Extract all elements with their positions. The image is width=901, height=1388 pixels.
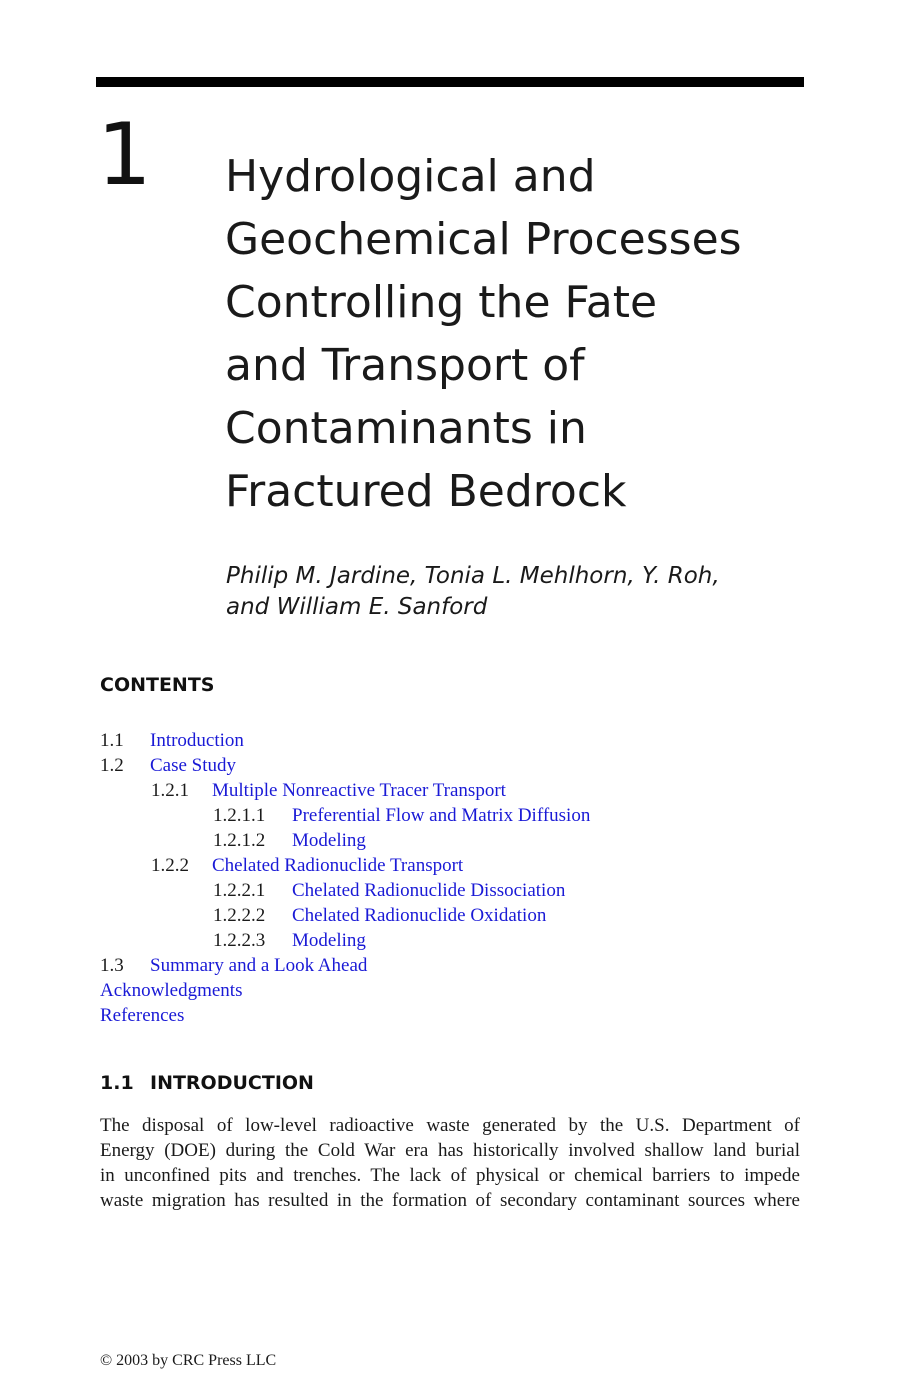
contents-heading: CONTENTS: [100, 674, 215, 696]
paragraph-line: The disposal of low-level radioactive waste generated by the U.S. Department of: [100, 1115, 800, 1136]
toc-link-modeling-2[interactable]: Modeling: [292, 930, 366, 951]
toc-number: 1.1: [100, 730, 124, 751]
toc-number: 1.2.2.3: [213, 930, 266, 951]
toc-link-chelated-dissociation[interactable]: Chelated Radionuclide Dissociation: [292, 880, 566, 901]
introduction-paragraph: [100, 1113, 800, 1213]
toc-link-nonreactive-tracer[interactable]: Multiple Nonreactive Tracer Transport: [212, 780, 506, 801]
chapter-title: [225, 145, 825, 523]
section-number: 1.1: [100, 1072, 134, 1094]
toc-number: 1.2.2: [151, 855, 189, 876]
toc-link-chelated-oxidation[interactable]: Chelated Radionuclide Oxidation: [292, 905, 547, 926]
authors-line: and William E. Sanford: [226, 594, 488, 620]
paragraph-line: waste migration has resulted in the formation of secondary contaminant sources where: [100, 1190, 800, 1211]
toc-number: 1.2.2.2: [213, 905, 266, 926]
paragraph-line: Energy (DOE) during the Cold War era has historically involved shallow land burial: [100, 1140, 800, 1161]
authors-line: Philip M. Jardine, Tonia L. Mehlhorn, Y. Roh,: [226, 563, 720, 589]
paragraph-line: in unconfined pits and trenches. The lack of physical or chemical barriers to impede: [100, 1165, 800, 1186]
chapter-title-line: Fractured Bedrock: [225, 466, 627, 517]
chapter-number: 1: [97, 105, 152, 205]
section-title: INTRODUCTION: [150, 1072, 314, 1094]
toc-link-references[interactable]: References: [100, 1005, 185, 1026]
toc-number: 1.2.1.1: [213, 805, 266, 826]
chapter-top-rule: [96, 77, 804, 87]
toc-number: 1.2: [100, 755, 124, 776]
toc-link-introduction[interactable]: Introduction: [150, 730, 244, 751]
chapter-title-line: and Transport of: [225, 340, 585, 391]
copyright-notice: © 2003 by CRC Press LLC: [100, 1352, 277, 1369]
chapter-authors: [226, 561, 720, 623]
toc-number: 1.2.1: [151, 780, 189, 801]
chapter-title-line: Contaminants in: [225, 403, 587, 454]
toc-link-chelated-transport[interactable]: Chelated Radionuclide Transport: [212, 855, 464, 876]
toc-link-preferential-flow[interactable]: Preferential Flow and Matrix Diffusion: [292, 805, 591, 826]
chapter-title-line: Controlling the Fate: [225, 277, 658, 328]
toc-number: 1.2.1.2: [213, 830, 266, 851]
toc-number: 1.2.2.1: [213, 880, 266, 901]
chapter-title-line: Hydrological and: [225, 151, 596, 202]
toc-link-case-study[interactable]: Case Study: [150, 755, 237, 776]
toc-link-summary[interactable]: Summary and a Look Ahead: [150, 955, 368, 976]
section-heading-introduction: [100, 1072, 314, 1094]
toc-number: 1.3: [100, 955, 124, 976]
chapter-title-line: Geochemical Processes: [225, 214, 742, 265]
toc-link-modeling-1[interactable]: Modeling: [292, 830, 366, 851]
toc-link-acknowledgments[interactable]: Acknowledgments: [100, 980, 243, 1001]
